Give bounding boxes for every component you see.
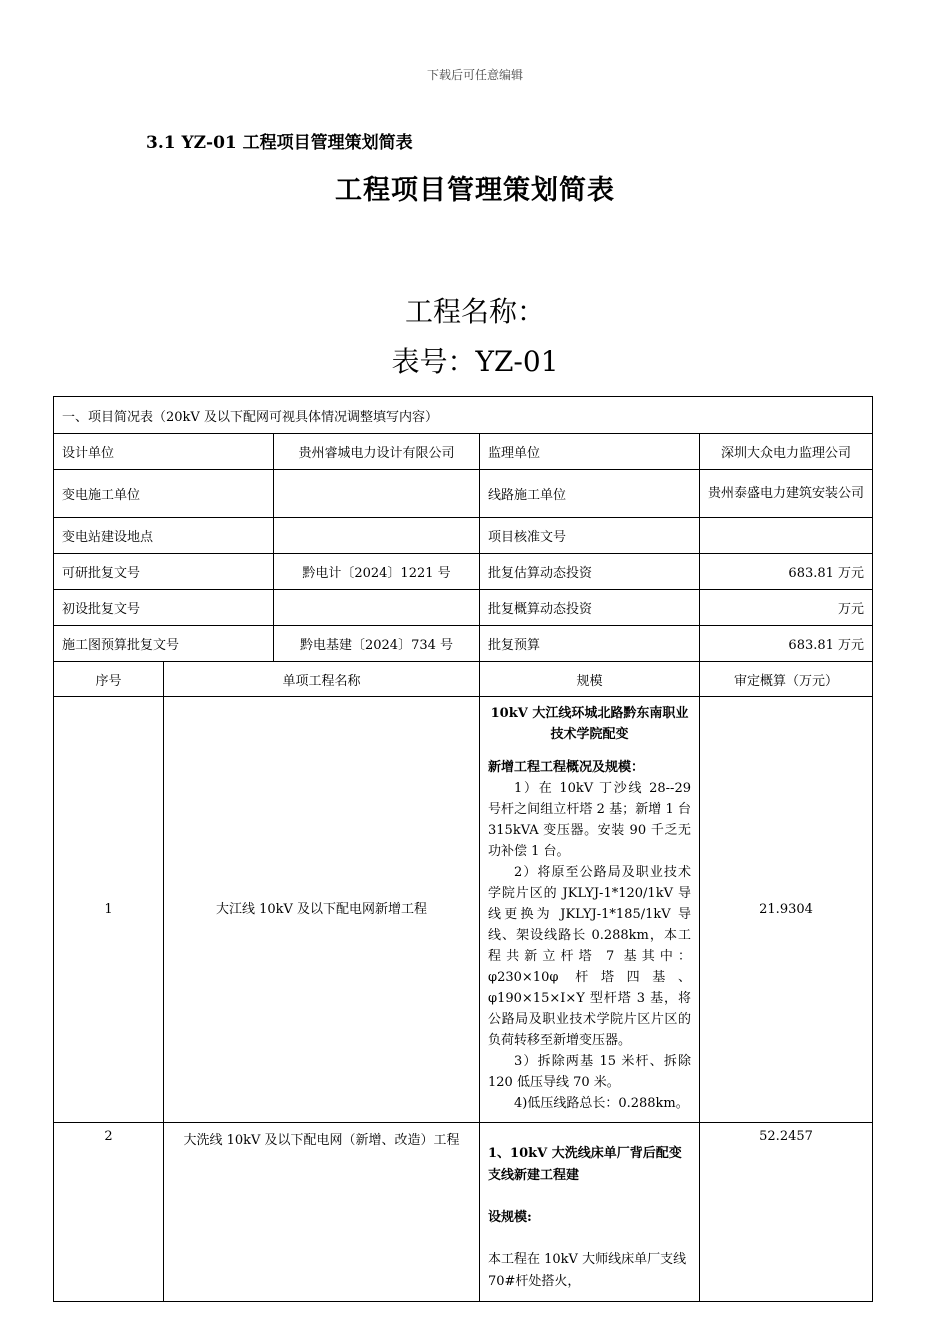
info-value (274, 470, 480, 518)
table-heading-row (54, 397, 873, 434)
info-label: 批复估算动态投资 (480, 554, 700, 590)
section-title: 3.1 YZ-01 工程项目管理策划简表 (146, 133, 413, 153)
scope-paragraph: 1）在 10kV 丁沙线 28--29 号杆之间组立杆塔 2 基；新增 1 台 315kVA 变压器。安装 90 千乏无功补偿 1 台。 (488, 781, 691, 859)
column-header-no: 序号 (54, 662, 164, 697)
info-label: 可研批复文号 (54, 554, 274, 590)
info-label: 项目核准文号 (480, 518, 700, 554)
info-value (274, 518, 480, 554)
info-label: 线路施工单位 (480, 470, 700, 518)
info-value: 683.81 万元 (700, 554, 873, 590)
item-budget: 21.9304 (700, 697, 873, 1123)
column-header-name: 单项工程名称 (164, 662, 480, 697)
item-scope (480, 1123, 700, 1302)
info-row (54, 518, 873, 554)
document-title: 工程项目管理策划简表 (335, 175, 615, 206)
item-scope (480, 697, 700, 1123)
info-label: 初设批复文号 (54, 590, 274, 626)
info-value: 万元 (700, 590, 873, 626)
info-row (54, 470, 873, 518)
info-row (54, 626, 873, 662)
column-header-scope: 规模 (480, 662, 700, 697)
info-value (274, 590, 480, 626)
table-row (54, 697, 873, 1123)
project-name-label: 工程名称： (404, 295, 545, 328)
info-label: 监理单位 (480, 434, 700, 470)
info-value: 黔电基建〔2024〕734 号 (274, 626, 480, 662)
form-number: 表号：YZ-01 (391, 345, 559, 378)
info-label: 批复概算动态投资 (480, 590, 700, 626)
item-no: 2 (54, 1123, 164, 1302)
info-label: 批复预算 (480, 626, 700, 662)
table-heading: 一、项目简况表（20kV 及以下配网可视具体情况调整填写内容） (54, 397, 873, 434)
info-value: 683.81 万元 (700, 626, 873, 662)
info-value: 深圳大众电力监理公司 (700, 434, 873, 470)
info-row (54, 434, 873, 470)
column-header-row (54, 662, 873, 697)
scope-paragraph: 4)低压线路总长：0.288km。 (514, 1096, 689, 1111)
scope-paragraph: 2）将原至公路局及职业技术学院片区的 JKLYJ-1*120/1kV 导线更换为 JKLYJ-1*185/1kV 导线、架设线路长 0.288km，本工程共新立杆塔 7 基其中：φ230×10φ 杆塔四基、φ190×15×I×Y 型杆塔 3 基，将公路局及职业技术学院片区片区的负荷转移至新增变压器。 (488, 865, 691, 1048)
info-label: 施工图预算批复文号 (54, 626, 274, 662)
item-name: 大江线 10kV 及以下配电网新增工程 (164, 697, 480, 1123)
info-value: 黔电计〔2024〕1221 号 (274, 554, 480, 590)
scope-title: 新增工程工程概况及规模： (488, 760, 645, 775)
table-row (54, 1123, 873, 1302)
item-budget: 52.2457 (700, 1123, 873, 1302)
download-note: 下载后可任意编辑 (426, 68, 523, 82)
scope-paragraph: 本工程在 10kV 大师线床单厂支线 70#杆处搭火， (488, 1252, 687, 1289)
scope-title: 10kV 大江线环城北路黔东南职业技术学院配变 (490, 706, 689, 742)
info-label: 设计单位 (54, 434, 274, 470)
project-summary-table (53, 396, 873, 1302)
scope-paragraph: 3）拆除两基 15 米杆、拆除 120 低压导线 70 米。 (488, 1054, 691, 1090)
info-value: 贵州泰盛电力建筑安装公司 (700, 470, 873, 518)
scope-title: 1、10kV 大洗线床单厂背后配变支线新建工程建 (488, 1146, 682, 1183)
info-label: 变电站建设地点 (54, 518, 274, 554)
item-name: 大洗线 10kV 及以下配电网（新增、改造）工程 (164, 1123, 480, 1302)
item-no: 1 (54, 697, 164, 1123)
info-row (54, 554, 873, 590)
info-value (700, 518, 873, 554)
info-row (54, 590, 873, 626)
info-label: 变电施工单位 (54, 470, 274, 518)
scope-title: 设规模: (488, 1210, 532, 1225)
info-value: 贵州睿城电力设计有限公司 (274, 434, 480, 470)
column-header-budget: 审定概算（万元） (700, 662, 873, 697)
